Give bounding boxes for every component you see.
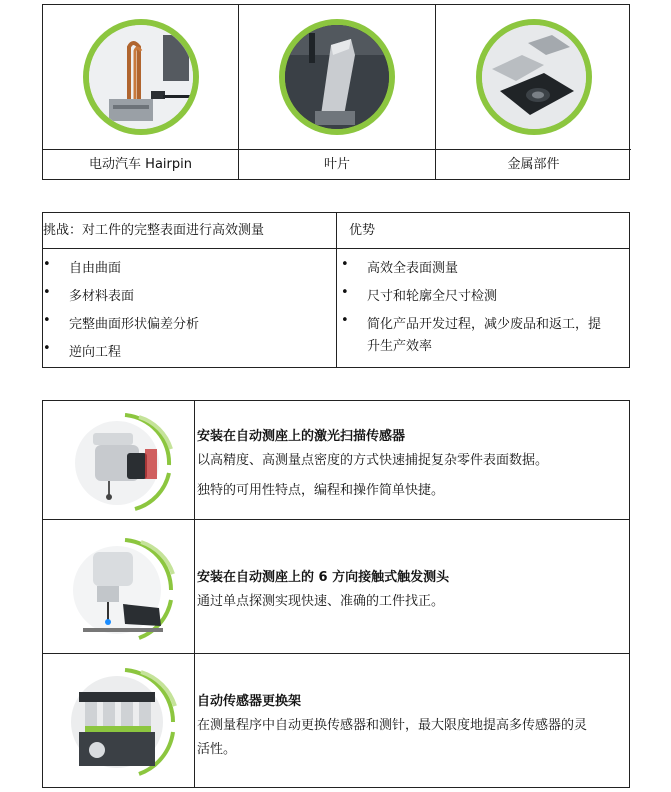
applications-table (42, 4, 630, 180)
feature-description: 以高精度、高测量点密度的方式快速捕捉复杂零件表面数据。 独特的可用性特点，编程和操作简单快捷。 (197, 453, 549, 498)
divider (43, 248, 629, 249)
blade-photo-icon (279, 19, 395, 135)
application-metal-parts (436, 5, 631, 179)
hairpin-photo-icon (83, 19, 199, 135)
sensor-rack-photo-icon (63, 664, 177, 778)
feature-description: 通过单点探测实现快速、准确的工件找正。 (197, 594, 445, 609)
application-hairpin (43, 5, 238, 179)
feature-title: 安装在自动测座上的激光扫描传感器 (197, 429, 406, 444)
feature-row-laser (43, 401, 629, 519)
bullet-icon: • (341, 257, 349, 272)
feature-description: 在测量程序中自动更换传感器和测针，最大限度地提高多传感器的灵 活性。 (197, 718, 588, 757)
application-caption: 电动汽车 Hairpin (43, 149, 238, 180)
bullet-icon: • (43, 313, 51, 328)
laser-scanner-photo-icon (65, 409, 175, 513)
divider (336, 213, 337, 367)
application-caption: 叶片 (239, 149, 435, 180)
advantage-header: 优势 (349, 223, 376, 238)
comparison-table: 挑战：对工件的完整表面进行高效测量 优势 • 自由曲面 • 多材料表面 • 完整曲面形状偏差分析 • 逆向工程 • 高效全表面测量 • 尺寸和轮廓全尺寸检测 • 简化产品开发过程，减少废品和返工，提 升生产效率 (42, 212, 630, 368)
application-caption: 金属部件 (436, 149, 631, 180)
feature-row-touch-probe (43, 520, 629, 653)
metal-parts-photo-icon (476, 19, 592, 135)
bullet-icon: • (341, 285, 349, 300)
challenge-header: 挑战：对工件的完整表面进行高效测量 (43, 223, 265, 238)
bullet-icon: • (43, 257, 51, 272)
features-table (42, 400, 630, 788)
bullet-icon: • (43, 285, 51, 300)
application-blade (239, 5, 435, 179)
feature-title: 安装在自动测座上的 6 方向接触式触发测头 (197, 570, 450, 585)
touch-probe-photo-icon (63, 534, 177, 642)
feature-row-sensor-rack (43, 654, 629, 787)
bullet-icon: • (341, 313, 349, 328)
bullet-icon: • (43, 341, 51, 356)
feature-title: 自动传感器更换架 (197, 694, 302, 709)
